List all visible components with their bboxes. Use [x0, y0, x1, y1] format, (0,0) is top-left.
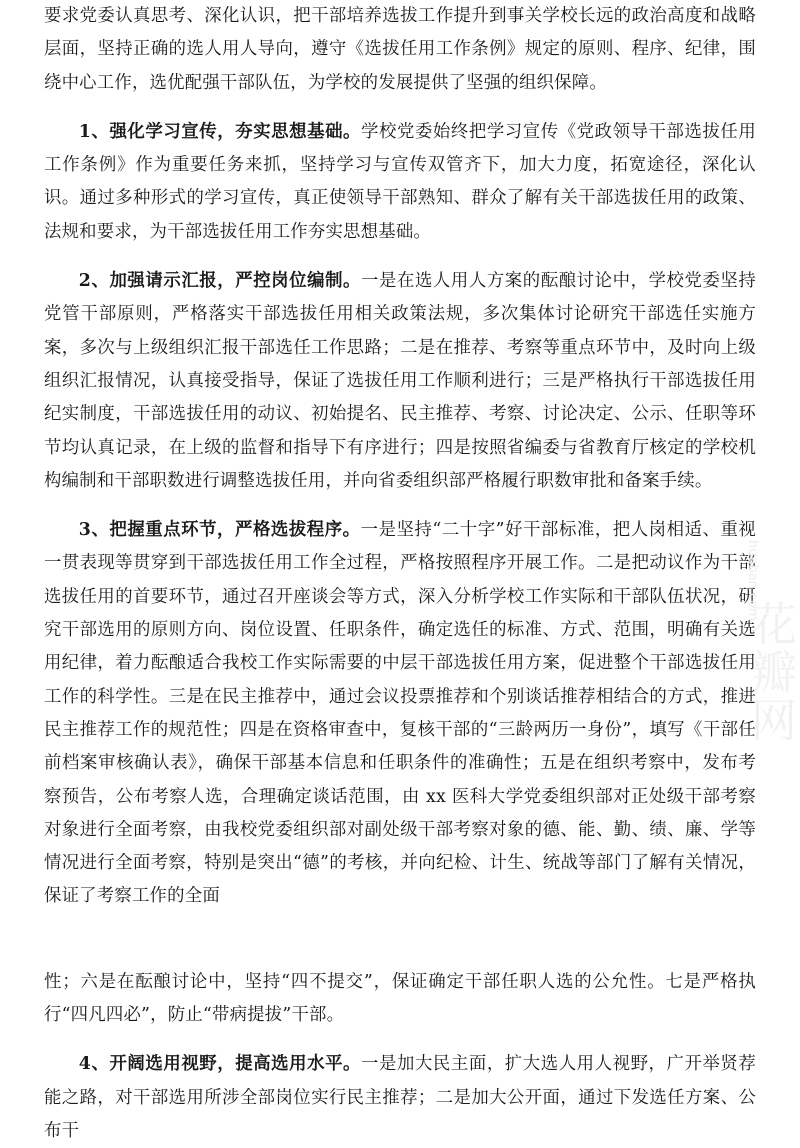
watermark: 花瓣网	[744, 600, 798, 744]
paragraph-5: 性；六是在酝酿讨论中，坚持“四不提交”，保证确定干部任职人选的公允性。七是严格执行“四凡四必”，防止“带病提拔”干部。	[44, 971, 756, 1026]
page-break-gap	[44, 914, 756, 966]
watermark-url: huaban.com	[745, 540, 760, 621]
paragraph-2: 1、强化学习宣传，夯实思想基础。学校党委始终把学习宣传《党政领导干部选拔任用工作条例》作为重要任务来抓，坚持学习与宣传双管齐下，加大力度，拓宽途径，深化认识。通过多种形式的学习宣传，真正使领导干部熟知、群众了解有关干部选拔任用的政策、法规和要求，为干部选拔任用工作夯实思想基础。	[44, 121, 756, 242]
paragraph-4: 3、把握重点环节，严格选拔程序。一是坚持“二十字”好干部标准，把人岗相适、重视一贯表现等贯穿到干部选拔任用工作全过程，严格按照程序开展工作。二是把动议作为干部选拔任用的首要环节，通过召开座谈会等方式，深入分析学校工作实际和干部队伍状况，研究干部选用的原则方向、岗位设置、任职条件，确定选任的标准、方式、范围，明确有关选用纪律，着力酝酿适合我校工作实际需要的中层干部选拔任用方案，促进整个干部选拔任用工作的科学性。三是在民主推荐中，通过会议投票推荐和个别谈话推荐相结合的方式，推进民主推荐工作的规范性；四是在资格审查中，复核干部的“三龄两历一身份”，填写《干部任前档案审核确认表》，确保干部基本信息和任职条件的准确性；五是在组织考察中，发布考察预告，公布考察人选，合理确定谈话范围，由 xx 医科大学党委组织部对正处级干部考察对象进行全面考察，由我校党委组织部对副处级干部考察对象的德、能、勤、绩、廉、学等情况进行全面考察，特别是突出“德”的考核，并向纪检、计生、统战等部门了解有关情况，保证了考察工作的全面	[44, 520, 756, 907]
document-body	[44, 0, 756, 1148]
paragraph-6: 4、开阔选用视野，提高选用水平。一是加大民主面，扩大选人用人视野，广开举贤荐能之路，对干部选用所涉全部岗位实行民主推荐；二是加大公开面，通过下发选任方案、公布干	[44, 1054, 756, 1141]
paragraph-3: 2、加强请示汇报，严控岗位编制。一是在选人用人方案的酝酿讨论中，学校党委坚持党管干部原则，严格落实干部选拔任用相关政策法规，多次集体讨论研究干部选任实施方案，多次与上级组织汇报干部选任工作思路；二是在推荐、考察等重点环节中，及时向上级组织汇报情况，认真接受指导，保证了选拔任用工作顺利进行；三是严格执行干部选拔任用纪实制度，干部选拔任用的动议、初始提名、民主推荐、考察、讨论决定、公示、任职等环节均认真记录，在上级的监督和指导下有序进行；四是按照省编委与省教育厅核定的学校机构编制和干部职数进行调整选拔任用，并向省委组织部严格履行职数审批和备案手续。	[44, 271, 756, 491]
paragraph-1: 要求党委认真思考、深化认识，把干部培养选拔工作提升到事关学校长远的政治高度和战略层面，坚持正确的选人用人导向，遵守《选拔任用工作条例》规定的原则、程序、纪律，围绕中心工作，选优配强干部队伍，为学校的发展提供了坚强的组织保障。	[44, 6, 756, 93]
